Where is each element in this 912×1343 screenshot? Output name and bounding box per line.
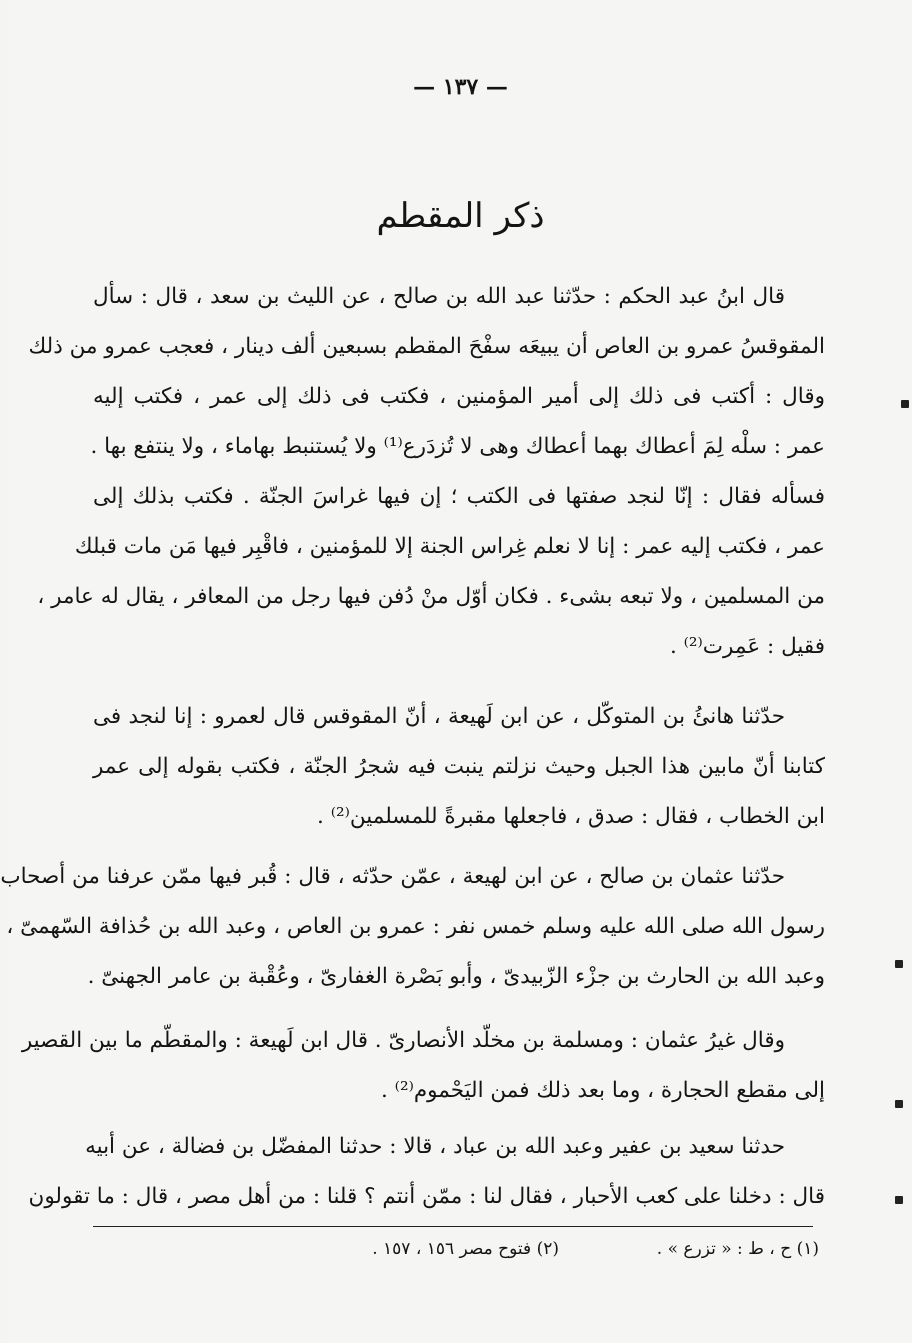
text-line: رسول الله صلى الله عليه وسلم خمس نفر : عمرو بن العاص ، وعبد الله بن حُذافة السّهمىّ ، xyxy=(6,914,825,939)
text-line: عمر : سلْه لِمَ أعطاك بهما أعطاك وهى لا تُزدَرع⁽¹⁾ ولا يُستنبط بهاماء ، ولا ينتفع بها . xyxy=(90,434,825,459)
text-line: المقوقسُ عمرو بن العاص أن يبيعَه سفْحَ المقطم بسبعين ألف دينار ، فعجب عمرو من ذلك xyxy=(28,334,825,359)
text-line: حدثنا سعيد بن عفير وعبد الله بن عباد ، قالا : حدثنا المفضّل بن فضالة ، عن أبيه xyxy=(85,1134,785,1159)
text-line: كتابنا أنّ مابين هذا الجبل وحيث نزلتم ينبت فيه شجرُ الجنّة ، فكتب بقوله إلى عمر xyxy=(93,754,825,779)
text-line: وعبد الله بن الحارث بن جزْء الزّبيدىّ ، وأبو بَصْرة الغفارىّ ، وعُقْبة بن عامر الجهنىّ . xyxy=(87,964,825,989)
paragraph-1 xyxy=(28,272,825,672)
text-line: إلى مقطع الحجارة ، وما بعد ذلك فمن اليَحْموم⁽²⁾ . xyxy=(380,1078,825,1103)
footnote-2: (٢) فتوح مصر ١٥٦ ، ١٥٧ . xyxy=(372,1239,559,1259)
text-line: عمر ، فكتب إليه عمر : إنا لا نعلم غِراس الجنة إلا للمؤمنين ، فاقْبِر فيها مَن مات قبلك xyxy=(74,534,825,559)
text-line: فسأله فقال : إنّا لنجد صفتها فى الكتب ؛ إن فيها غراسَ الجنّة . فكتب بذلك إلى xyxy=(93,484,825,509)
paragraph-3 xyxy=(0,852,825,1002)
page-number: — ١٣٧ — xyxy=(413,74,508,100)
text-line: وقال : أكتب فى ذلك إلى أمير المؤمنين ، فكتب فى ذلك إلى عمر ، فكتب إليه xyxy=(93,384,825,409)
paragraph-2 xyxy=(93,692,825,842)
text-line: فقيل : عَمِرت⁽²⁾ . xyxy=(669,634,825,659)
paragraph-4 xyxy=(21,1016,825,1116)
text-line: من المسلمين ، ولا تبعه بشىء . فكان أوّل منْ دُفن فيها رجل من المعافر ، يقال له عامر ، xyxy=(37,584,825,609)
text-line: قال : دخلنا على كعب الأحبار ، فقال لنا : ممّن أنتم ؟ قلنا : من أهل مصر ، قال : ما تقولون xyxy=(28,1184,825,1209)
paragraph-5 xyxy=(28,1122,825,1222)
footnote-divider xyxy=(93,1226,813,1227)
margin-speck xyxy=(901,400,909,408)
text-line: قال ابنُ عبد الحكم : حدّثنا عبد الله بن صالح ، عن الليث بن سعد ، قال : سأل xyxy=(93,284,785,309)
margin-speck xyxy=(895,960,903,968)
footnote-1: (١) ح ، ط : « تزرع » . xyxy=(656,1239,819,1259)
text-line: حدّثنا عثمان بن صالح ، عن ابن لهيعة ، عمّن حدّثه ، قال : قُبر فيها ممّن عرفنا من أصحاب xyxy=(0,864,785,889)
footnotes xyxy=(209,1236,819,1262)
text-line: حدّثنا هانئُ بن المتوكّل ، عن ابن لَهيعة ، أنّ المقوقس قال لعمرو : إنا لنجد فى xyxy=(93,704,785,729)
section-title: ذكر المقطم xyxy=(376,196,545,236)
margin-speck xyxy=(895,1196,903,1204)
text-line: وقال غيرُ عثمان : ومسلمة بن مخلّد الأنصارىّ . قال ابن لَهيعة : والمقطّم ما بين القصير xyxy=(21,1028,785,1053)
margin-speck xyxy=(895,1100,903,1108)
text-line: ابن الخطاب ، فقال : صدق ، فاجعلها مقبرةً للمسلمين⁽²⁾ . xyxy=(317,804,825,829)
